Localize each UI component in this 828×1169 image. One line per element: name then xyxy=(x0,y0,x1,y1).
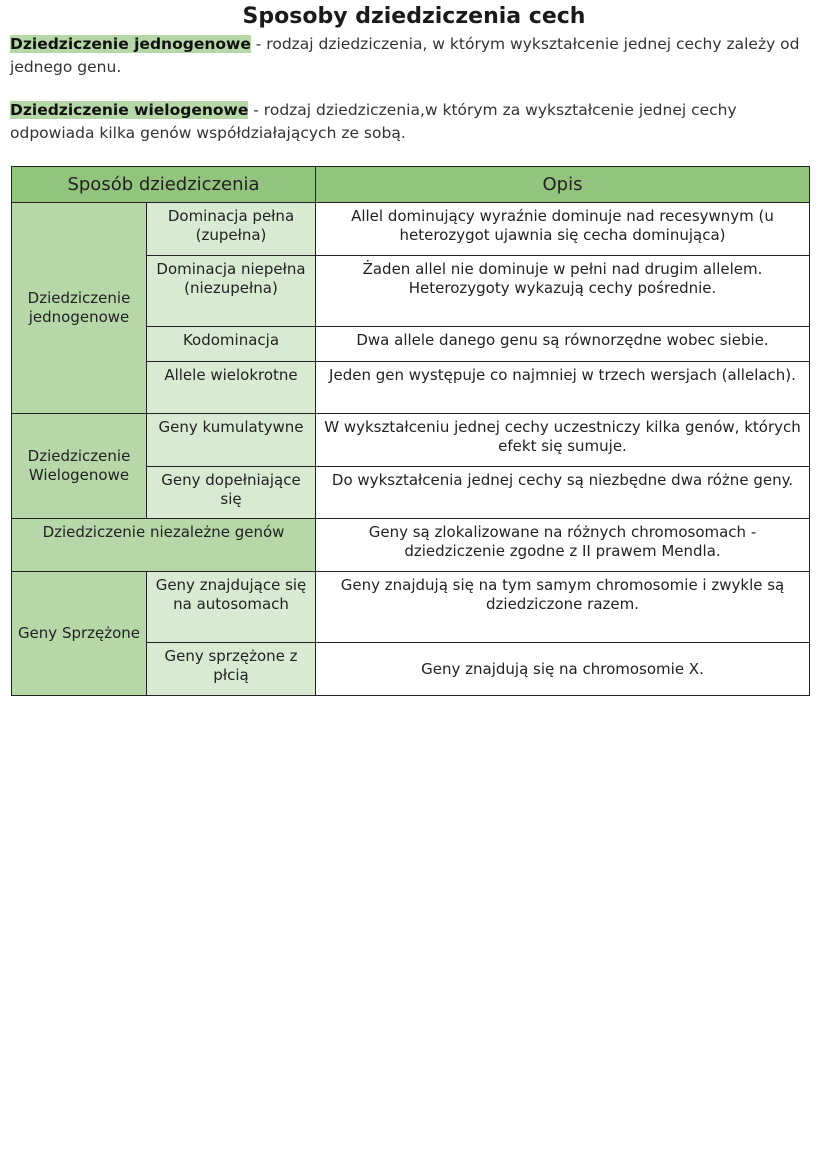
inheritance-table xyxy=(11,166,810,696)
desc-cell: Geny znajdują się na chromosomie X. xyxy=(316,643,810,696)
table-row xyxy=(12,572,810,643)
definition-text: - rodzaj dziedziczenia,w którym za wykształcenie jednej cechy odpowiada kilka genów współdziałających ze sobą. xyxy=(10,101,737,142)
group-single-gene: Dziedziczenie jednogenowe xyxy=(12,203,147,414)
type-cell: Geny kumulatywne xyxy=(147,414,316,467)
desc-cell: Geny znajdują się na tym samym chromosomie i zwykle są dziedziczone razem. xyxy=(316,572,810,643)
table-row xyxy=(12,203,810,256)
desc-cell: Jeden gen występuje co najmniej w trzech wersjach (allelach). xyxy=(316,362,810,414)
desc-cell: W wykształceniu jednej cechy uczestniczy kilka genów, których efekt się sumuje. xyxy=(316,414,810,467)
table-row xyxy=(12,519,810,572)
type-cell: Geny sprzężone z płcią xyxy=(147,643,316,696)
group-linked: Geny Sprzężone xyxy=(12,572,147,696)
page-title: Sposoby dziedziczenia cech xyxy=(242,4,586,29)
type-cell: Dominacja pełna (zupełna) xyxy=(147,203,316,256)
type-cell: Dominacja niepełna (niezupełna) xyxy=(147,256,316,327)
type-cell: Allele wielokrotne xyxy=(147,362,316,414)
desc-cell: Geny są zlokalizowane na różnych chromosomach - dziedziczenie zgodne z II prawem Mendla. xyxy=(316,519,810,572)
type-cell: Kodominacja xyxy=(147,327,316,362)
term: Dziedziczenie wielogenowe xyxy=(10,101,249,119)
type-cell: Geny znajdujące się na autosomach xyxy=(147,572,316,643)
definition-multi-gene xyxy=(10,99,810,145)
term: Dziedziczenie jednogenowe xyxy=(10,35,251,53)
header-description: Opis xyxy=(316,167,810,203)
desc-cell: Do wykształcenia jednej cechy są niezbędne dwa różne geny. xyxy=(316,467,810,519)
header-method: Sposób dziedziczenia xyxy=(12,167,316,203)
table-header-row xyxy=(12,167,810,203)
type-cell: Geny dopełniające się xyxy=(147,467,316,519)
desc-cell: Allel dominujący wyraźnie dominuje nad recesywnym (u heterozygot ujawnia się cecha dominująca) xyxy=(316,203,810,256)
definition-text: - rodzaj dziedziczenia, w którym wykształcenie jednej cechy zależy od jednego genu. xyxy=(10,35,800,76)
desc-cell: Żaden allel nie dominuje w pełni nad drugim allelem. Heterozygoty wykazują cechy pośrednie. xyxy=(316,256,810,327)
group-independent: Dziedziczenie niezależne genów xyxy=(12,519,316,572)
group-multi-gene: Dziedziczenie Wielogenowe xyxy=(12,414,147,519)
definition-single-gene xyxy=(10,33,810,79)
desc-cell: Dwa allele danego genu są równorzędne wobec siebie. xyxy=(316,327,810,362)
table-row xyxy=(12,414,810,467)
